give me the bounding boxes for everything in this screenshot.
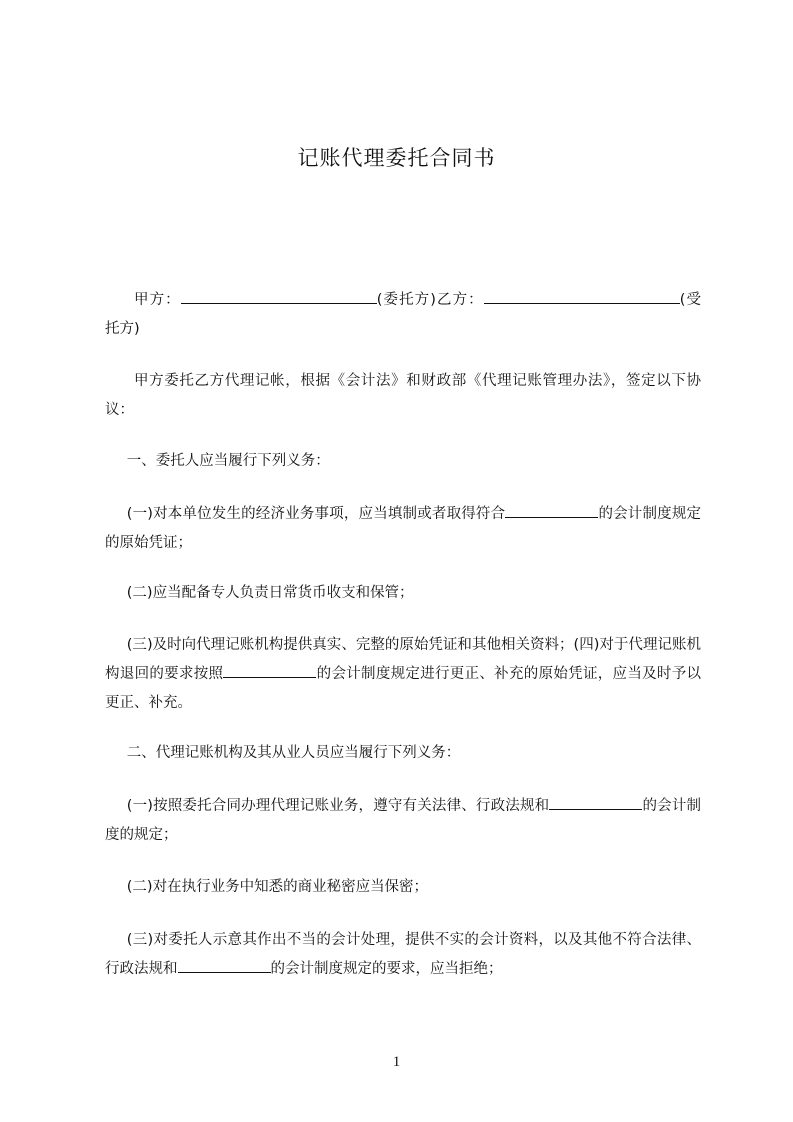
section2-item1-text: (一)按照委托合同办理代理记账业务，遵守有关法律、行政法规和 (126, 798, 550, 814)
section2-item3-blank (178, 958, 271, 973)
section2-item1 (105, 792, 701, 850)
party-b-role: (受托方) (105, 292, 701, 337)
section1-item1-blank (505, 503, 598, 518)
section2-item1-blank (549, 795, 642, 810)
section2-item3 (105, 926, 701, 984)
section1-item3-blank (223, 663, 316, 678)
section1-item3-text-end: 的会计制度规定进行更正、补充的原始凭证，应当及时予以更正、补充。 (105, 666, 702, 711)
section1-item1-text-end: 的会计制度规定的原始凭证； (105, 506, 702, 551)
party-a-blank (181, 289, 377, 304)
section1-item3-text: (三)及时向代理记账机构提供真实、完整的原始凭证和其他相关资料；(四)对于代理记账机构退回的要求按照 (105, 637, 701, 682)
section2-item3-text: (三)对委托人示意其作出不当的会计处理，提供不实的会计资料，以及其他不符合法律、行政法规和 (105, 932, 701, 977)
page-number: 1 (392, 1054, 401, 1070)
section1-item1-text: (一)对本单位发生的经济业务事项，应当填制或者取得符合 (126, 506, 506, 522)
party-b-label: 乙方： (435, 292, 484, 308)
parties-paragraph (105, 286, 701, 344)
section2-item2: (二)对在执行业务中知悉的商业秘密应当保密； (126, 879, 429, 895)
party-a-label: 甲方： (134, 292, 181, 308)
section2-item3-text-end: 的会计制度规定的要求，应当拒绝； (270, 961, 503, 977)
section1-item1 (105, 500, 701, 558)
intro-paragraph: 甲方委托乙方代理记帐，根据《会计法》和财政部《代理记账管理办法》，签定以下协议： (105, 373, 701, 418)
document-title: 记账代理委托合同书 (297, 146, 496, 170)
party-a-role: (委托方) (376, 292, 436, 308)
section2-item1-text-end: 的会计制度的规定； (105, 798, 702, 843)
section1-item2: (二)应当配备专人负责日常货币收支和保管； (126, 585, 414, 601)
party-b-blank (484, 289, 680, 304)
section1-item3 (105, 631, 701, 718)
section1-heading: 一、委托人应当履行下列义务： (126, 453, 330, 469)
section2-heading: 二、代理记账机构及其从业人员应当履行下列义务： (126, 745, 461, 761)
